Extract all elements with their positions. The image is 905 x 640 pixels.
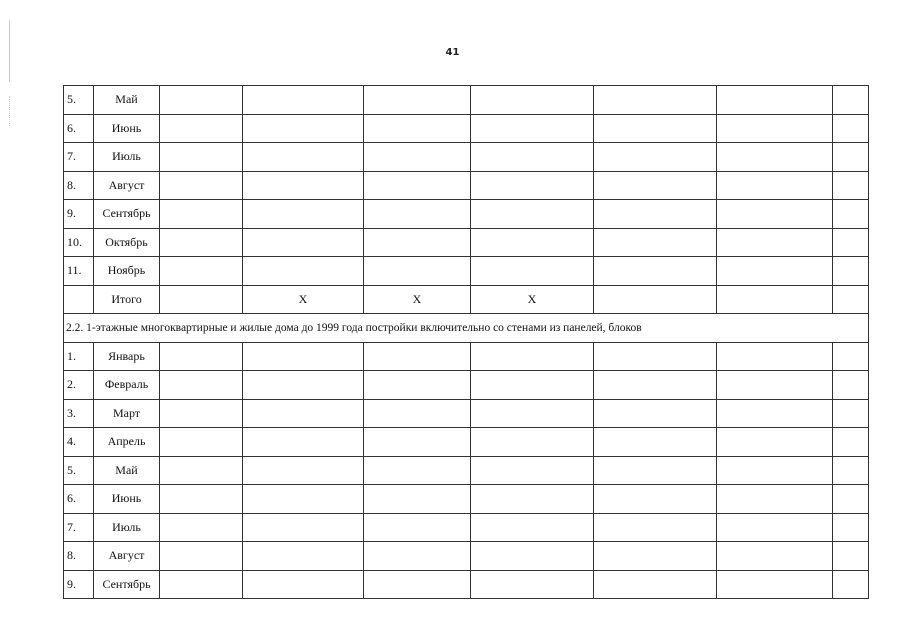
row-number: 7.	[64, 513, 94, 542]
row-month: Июнь	[94, 485, 160, 514]
value-cell	[364, 513, 471, 542]
value-cell	[717, 513, 833, 542]
value-cell	[471, 228, 594, 257]
value-cell	[364, 542, 471, 571]
value-cell	[717, 143, 833, 172]
row-month: Август	[94, 542, 160, 571]
row-month: Февраль	[94, 371, 160, 400]
value-cell	[160, 171, 243, 200]
row-number: 2.	[64, 371, 94, 400]
value-cell	[160, 428, 243, 457]
value-cell	[243, 456, 364, 485]
value-cell	[594, 428, 717, 457]
value-cell	[160, 285, 243, 314]
scan-margin-dots	[9, 96, 11, 126]
value-cell	[833, 342, 869, 371]
value-cell	[471, 485, 594, 514]
table-row	[64, 171, 869, 200]
row-number: 10.	[64, 228, 94, 257]
value-cell	[471, 143, 594, 172]
value-cell	[717, 428, 833, 457]
value-cell	[160, 143, 243, 172]
value-cell	[243, 542, 364, 571]
document-table	[63, 85, 869, 599]
value-cell	[594, 371, 717, 400]
table-row	[64, 342, 869, 371]
row-month: Сентябрь	[94, 570, 160, 599]
value-cell	[471, 428, 594, 457]
value-cell	[717, 399, 833, 428]
value-cell	[160, 342, 243, 371]
value-cell	[833, 485, 869, 514]
table-row	[64, 86, 869, 115]
value-cell	[471, 171, 594, 200]
row-month: Апрель	[94, 428, 160, 457]
value-cell	[717, 86, 833, 115]
table-row	[64, 456, 869, 485]
value-cell	[594, 114, 717, 143]
value-cell	[717, 485, 833, 514]
value-cell	[594, 513, 717, 542]
row-number: 1.	[64, 342, 94, 371]
value-cell	[160, 86, 243, 115]
row-month: Ноябрь	[94, 257, 160, 286]
value-cell	[243, 86, 364, 115]
value-cell	[243, 228, 364, 257]
row-month: Июль	[94, 143, 160, 172]
value-cell	[833, 456, 869, 485]
row-number: 9.	[64, 570, 94, 599]
table-row	[64, 228, 869, 257]
value-cell	[717, 456, 833, 485]
value-cell	[594, 143, 717, 172]
value-cell	[160, 513, 243, 542]
value-cell	[471, 542, 594, 571]
table-row	[64, 143, 869, 172]
value-cell	[833, 257, 869, 286]
value-cell: X	[364, 285, 471, 314]
value-cell	[717, 200, 833, 229]
value-cell: X	[471, 285, 594, 314]
value-cell	[243, 171, 364, 200]
table-row	[64, 542, 869, 571]
value-cell	[833, 143, 869, 172]
value-cell	[717, 257, 833, 286]
value-cell	[364, 143, 471, 172]
value-cell	[717, 371, 833, 400]
table-row	[64, 570, 869, 599]
value-cell	[364, 485, 471, 514]
row-month: Октябрь	[94, 228, 160, 257]
value-cell	[160, 485, 243, 514]
row-month: Август	[94, 171, 160, 200]
table-row	[64, 399, 869, 428]
value-cell	[717, 114, 833, 143]
value-cell	[833, 171, 869, 200]
value-cell	[364, 86, 471, 115]
value-cell	[717, 228, 833, 257]
value-cell	[160, 570, 243, 599]
row-month: Май	[94, 86, 160, 115]
value-cell	[833, 200, 869, 229]
value-cell	[594, 456, 717, 485]
value-cell	[364, 114, 471, 143]
value-cell	[594, 342, 717, 371]
value-cell	[364, 257, 471, 286]
value-cell	[471, 513, 594, 542]
value-cell	[471, 371, 594, 400]
value-cell	[243, 143, 364, 172]
value-cell	[160, 371, 243, 400]
value-cell	[243, 428, 364, 457]
page-number: 41	[445, 47, 460, 58]
value-cell	[594, 257, 717, 286]
value-cell	[364, 342, 471, 371]
value-cell	[364, 456, 471, 485]
value-cell	[160, 200, 243, 229]
value-cell	[717, 171, 833, 200]
value-cell	[471, 399, 594, 428]
value-cell	[594, 399, 717, 428]
row-number: 8.	[64, 171, 94, 200]
value-cell	[594, 285, 717, 314]
value-cell	[833, 570, 869, 599]
table-row	[64, 200, 869, 229]
value-cell	[833, 542, 869, 571]
value-cell	[160, 399, 243, 428]
table-row	[64, 285, 869, 314]
value-cell	[364, 399, 471, 428]
value-cell	[594, 228, 717, 257]
value-cell	[471, 456, 594, 485]
value-cell	[243, 570, 364, 599]
value-cell	[717, 342, 833, 371]
value-cell	[833, 86, 869, 115]
value-cell	[471, 342, 594, 371]
value-cell	[364, 428, 471, 457]
value-cell	[160, 257, 243, 286]
row-number: 11.	[64, 257, 94, 286]
section-title: 2.2. 1-этажные многоквартирные и жилые дома до 1999 года постройки включительно со стенами из панелей, блоков	[64, 314, 869, 343]
value-cell	[833, 114, 869, 143]
value-cell	[160, 114, 243, 143]
value-cell	[471, 114, 594, 143]
value-cell	[594, 86, 717, 115]
row-month: Июнь	[94, 114, 160, 143]
value-cell	[471, 257, 594, 286]
row-number: 6.	[64, 485, 94, 514]
value-cell	[594, 542, 717, 571]
value-cell	[833, 399, 869, 428]
value-cell: X	[243, 285, 364, 314]
row-month: Май	[94, 456, 160, 485]
value-cell	[243, 485, 364, 514]
row-number: 5.	[64, 456, 94, 485]
value-cell	[364, 200, 471, 229]
value-cell	[364, 570, 471, 599]
value-cell	[594, 570, 717, 599]
value-cell	[160, 542, 243, 571]
value-cell	[243, 342, 364, 371]
value-cell	[833, 371, 869, 400]
value-cell	[160, 228, 243, 257]
value-cell	[243, 399, 364, 428]
value-cell	[471, 86, 594, 115]
table-row	[64, 513, 869, 542]
row-month: Итого	[94, 285, 160, 314]
row-month: Сентябрь	[94, 200, 160, 229]
value-cell	[833, 513, 869, 542]
row-number: 7.	[64, 143, 94, 172]
value-cell	[471, 570, 594, 599]
row-number: 4.	[64, 428, 94, 457]
value-cell	[717, 285, 833, 314]
row-number: 3.	[64, 399, 94, 428]
table-row	[64, 428, 869, 457]
value-cell	[833, 285, 869, 314]
value-cell	[594, 200, 717, 229]
row-number: 6.	[64, 114, 94, 143]
row-number: 5.	[64, 86, 94, 115]
value-cell	[833, 228, 869, 257]
row-month: Январь	[94, 342, 160, 371]
value-cell	[243, 257, 364, 286]
value-cell	[364, 171, 471, 200]
value-cell	[471, 200, 594, 229]
value-cell	[243, 513, 364, 542]
table-row	[64, 485, 869, 514]
value-cell	[160, 456, 243, 485]
section-row	[64, 314, 869, 343]
value-cell	[594, 171, 717, 200]
value-cell	[243, 200, 364, 229]
row-number: 9.	[64, 200, 94, 229]
row-month: Июль	[94, 513, 160, 542]
row-number: 8.	[64, 542, 94, 571]
row-month: Март	[94, 399, 160, 428]
value-cell	[833, 428, 869, 457]
value-cell	[717, 542, 833, 571]
value-cell	[364, 371, 471, 400]
row-number	[64, 285, 94, 314]
table-row	[64, 371, 869, 400]
table-row	[64, 114, 869, 143]
value-cell	[243, 371, 364, 400]
value-cell	[364, 228, 471, 257]
table-body	[64, 86, 869, 599]
value-cell	[717, 570, 833, 599]
value-cell	[243, 114, 364, 143]
table-row	[64, 257, 869, 286]
value-cell	[594, 485, 717, 514]
